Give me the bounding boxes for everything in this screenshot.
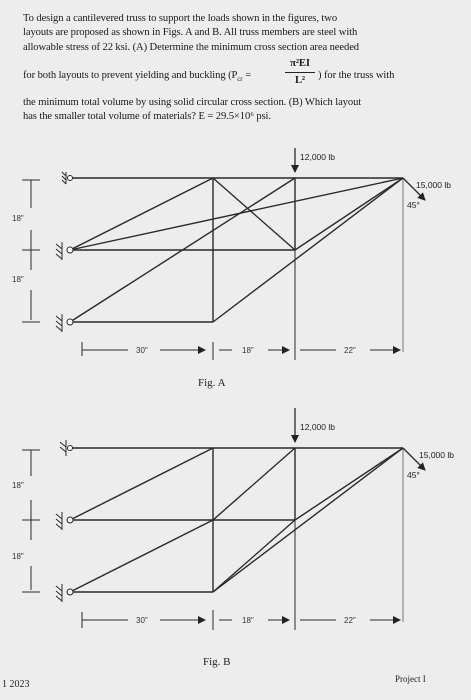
fig-a-members: [70, 178, 403, 322]
fig-a-supports: [56, 172, 73, 332]
fig-a-dim-span-1: 30": [136, 346, 148, 355]
fraction-numerator: π²EI: [285, 57, 315, 73]
problem-line-5: the minimum total volume by using solid circular cross section. (B) Which layout: [23, 96, 362, 108]
fig-b-dim-span-2: 18": [242, 616, 254, 625]
fig-b-load-vertical: 12,000 lb: [300, 422, 335, 432]
fig-a-dim-height-top: 18": [12, 214, 24, 223]
fraction-denominator: L²: [294, 75, 306, 87]
fig-b-supports: [56, 440, 73, 602]
formula-lhs: for both layouts to prevent yielding and buckling ($P_{cr}$ =: [23, 69, 251, 83]
fig-b-members: [70, 448, 403, 592]
formula-subscript: cr: [237, 75, 243, 83]
fig-b-dim-span-3: 22": [344, 616, 356, 625]
fig-a-labels: [12, 152, 451, 389]
footer-left: 1 2023: [2, 679, 30, 690]
fig-a-load-vertical: 12,000 lb: [300, 152, 335, 162]
fig-b-dim-height-top: 18": [12, 481, 24, 490]
fig-a-dim-height-bottom: 18": [12, 275, 24, 284]
fig-a-caption: Fig. A: [198, 377, 226, 389]
formula-rhs: ) for the truss with: [318, 69, 395, 81]
fig-a-angle: 45°: [407, 200, 420, 210]
fig-a-dim-span-3: 22": [344, 346, 356, 355]
fig-b-dim-height-bottom: 18": [12, 552, 24, 561]
fig-a-dim-span-2: 18": [242, 346, 254, 355]
fig-b-height-dims: [22, 450, 40, 592]
fig-b-span-dims: [82, 520, 400, 630]
footer-project: Project I: [395, 674, 426, 684]
problem-line-6: has the smaller total volume of materials? E = 29.5×10⁶ psi.: [23, 111, 271, 123]
problem-line-1: To design a cantilevered truss to support the loads shown in the figures, two: [23, 13, 338, 24]
problem-line-2: layouts are proposed as shown in Figs. A and B. All truss members are steel with: [23, 27, 358, 39]
figure-a: [22, 148, 425, 360]
fig-b-caption: Fig. B: [203, 656, 231, 668]
fig-b-load-angled: 15,000 lb: [419, 450, 454, 460]
fig-a-height-dims: [22, 180, 40, 322]
fig-b-dim-span-1: 30": [136, 616, 148, 625]
problem-line-3: allowable stress of 22 ksi. (A) Determine the minimum cross section area needed: [23, 41, 359, 53]
fig-a-span-dims: [82, 250, 400, 360]
fig-a-load-angled: 15,000 lb: [416, 180, 451, 190]
figure-b: [22, 408, 425, 630]
fig-b-angle: 45°: [407, 470, 420, 480]
